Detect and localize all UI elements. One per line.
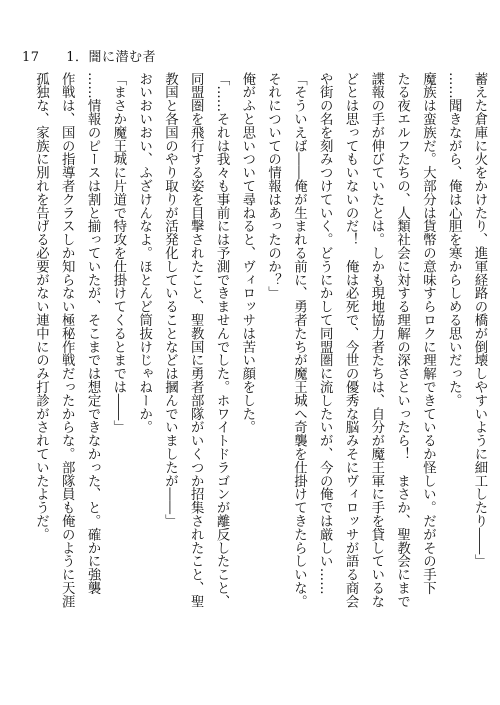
text-line: 「……それは我々も事前には予測できませんでした。ホワイトドラゴンが離反したこと、: [214, 72, 230, 608]
text-line: たる夜エルフたちの、人類社会に対する理解の深さといったら！ まさか、聖教会にまで: [394, 72, 410, 608]
text-line: 魔族は蛮族だ。大部分は貨幣の意味すらロクに理解できているか怪しい。だがその手下: [420, 72, 436, 595]
text-line: ……情報のピースは割と揃っていたが、そこまでは想定できなかった、と。確かに強襲: [85, 72, 101, 595]
text-line: それについての情報はあったのか？」: [265, 72, 281, 300]
text-line: 教国と各国のやり取りが活発化していることなどは摑んでいましたが――」: [162, 72, 178, 528]
text-line: 俺がふと思いついて尋ねると、ヴィロッサは苦い顔をした。: [239, 72, 255, 434]
text-line: 諜報の手が伸びていたとは。しかも現地協力者たちは、自分が魔王軍に手を貸しているな: [368, 72, 384, 608]
text-line: 「そういえば――俺が生まれる前に、勇者たちが魔王城へ奇襲を仕掛けてきたらしいな。: [291, 72, 307, 608]
vertical-body-text: [28, 72, 492, 638]
text-line: や街の名を刻みつけていく。どうにかして同盟圏に流したいが、今の俺では厳しい……: [317, 72, 333, 595]
text-line: 同盟圏を飛行する姿を目撃されたこと、聖教国に勇者部隊がいくつか招集されたこと、聖: [188, 72, 204, 608]
running-header: [22, 46, 156, 65]
text-line: おいおいおい、ふざけんなよ。ほとんど筒抜けじゃねーか。: [136, 72, 152, 434]
text-line: 作戦は、国の指導者クラスしか知らない極秘作戦だったからな。部隊員も俺のように天涯: [59, 72, 75, 608]
chapter-title: 1．闇に潜む者: [66, 50, 156, 65]
text-line: ……聞きながら、俺は心胆を寒からしめる思いだった。: [446, 72, 462, 407]
text-line: 「まさか魔王城に片道で特攻を仕掛けてくるとまでは――」: [110, 72, 126, 434]
text-line: 孤独な、家族に別れを告げる必要がない連中にのみ打診がされていたようだ。: [33, 72, 49, 541]
text-line: どとは思ってもいないのだ！ 俺は必死で、今世の優秀な脳みそにヴィロッサが語る商会: [343, 72, 359, 608]
text-line: 蓄えた倉庫に火をかけたり、進軍経路の橋が倒壊しやすいように細工したり――」: [472, 72, 487, 568]
page-number: 17: [22, 50, 40, 65]
